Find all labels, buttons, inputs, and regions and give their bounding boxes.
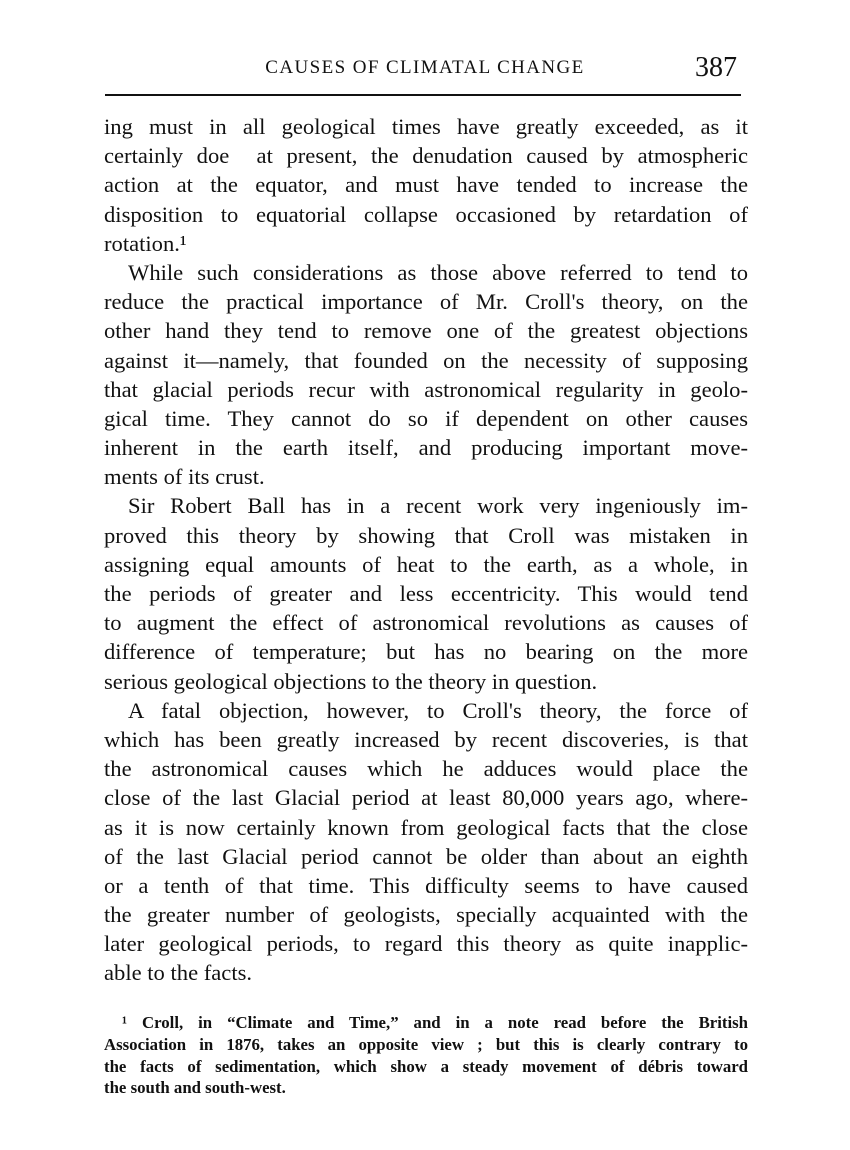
- text-line: gical time. They cannot do so if dependent on other causes: [104, 405, 748, 431]
- page-number: 387: [695, 52, 737, 83]
- text-line: or a tenth of that time. This difficulty seems to have caused: [104, 872, 748, 898]
- footnote-line: the facts of sedimentation, which show a steady movement of débris toward: [104, 1056, 748, 1076]
- text-line: the astronomical causes which he adduces would place the: [104, 756, 748, 782]
- text-line: as it is now certainly known from geological facts that the close: [104, 814, 748, 840]
- text-line: While such considerations as those above referred to tend to: [128, 259, 748, 285]
- text-line: serious geological objections to the theory in question.: [104, 668, 598, 694]
- text-line: inherent in the earth itself, and producing important move-: [104, 435, 748, 461]
- footnote-line: ¹ Croll, in “Climate and Time,” and in a note read before the British: [122, 1013, 748, 1032]
- text-line: rotation.¹: [104, 230, 187, 256]
- text-line: able to the facts.: [104, 960, 253, 986]
- text-line: reduce the practical importance of Mr. Croll's theory, on the: [104, 289, 748, 315]
- text-line: of the last Glacial period cannot be older than about an eighth: [104, 843, 748, 869]
- text-line: ing must in all geological times have greatly exceeded, as it: [104, 114, 748, 139]
- body-text: [104, 112, 748, 988]
- text-line: to augment the effect of astronomical revolutions as causes of: [104, 610, 748, 636]
- text-line: disposition to equatorial collapse occasioned by retardation of: [104, 201, 748, 227]
- text-line: action at the equator, and must have tended to increase the: [104, 172, 748, 198]
- text-line: that glacial periods recur with astronomical regularity in geolo-: [104, 376, 748, 402]
- text-line: other hand they tend to remove one of the greatest objections: [104, 318, 748, 344]
- text-line: certainly doe at present, the denudation caused by atmospheric: [104, 143, 748, 169]
- text-line: against it—namely, that founded on the necessity of supposing: [104, 347, 748, 373]
- header-rule: [105, 94, 741, 96]
- text-line: proved this theory by showing that Croll was mistaken in: [104, 522, 748, 548]
- text-line: A fatal objection, however, to Croll's theory, the force of: [128, 697, 748, 723]
- text-line: the greater number of geologists, specially acquainted with the: [104, 902, 748, 928]
- text-line: close of the last Glacial period at least 80,000 years ago, where-: [104, 785, 748, 811]
- text-line: assigning equal amounts of heat to the earth, as a whole, in: [104, 551, 748, 577]
- text-line: which has been greatly increased by recent discoveries, is that: [104, 726, 748, 752]
- text-line: difference of temperature; but has no bearing on the more: [104, 639, 748, 665]
- footnote-line: the south and south-west.: [104, 1078, 286, 1098]
- running-head: [105, 52, 747, 86]
- footnote-line: Association in 1876, takes an opposite view ; but this is clearly contrary to: [104, 1034, 748, 1054]
- text-line: the periods of greater and less eccentricity. This would tend: [104, 581, 748, 606]
- text-line: later geological periods, to regard this theory as quite inapplic-: [104, 931, 748, 957]
- footnote: [104, 1012, 748, 1099]
- text-line: Sir Robert Ball has in a recent work very ingeniously im-: [128, 493, 748, 519]
- running-title: CAUSES OF CLIMATAL CHANGE: [265, 57, 585, 78]
- text-line: ments of its crust.: [104, 464, 265, 490]
